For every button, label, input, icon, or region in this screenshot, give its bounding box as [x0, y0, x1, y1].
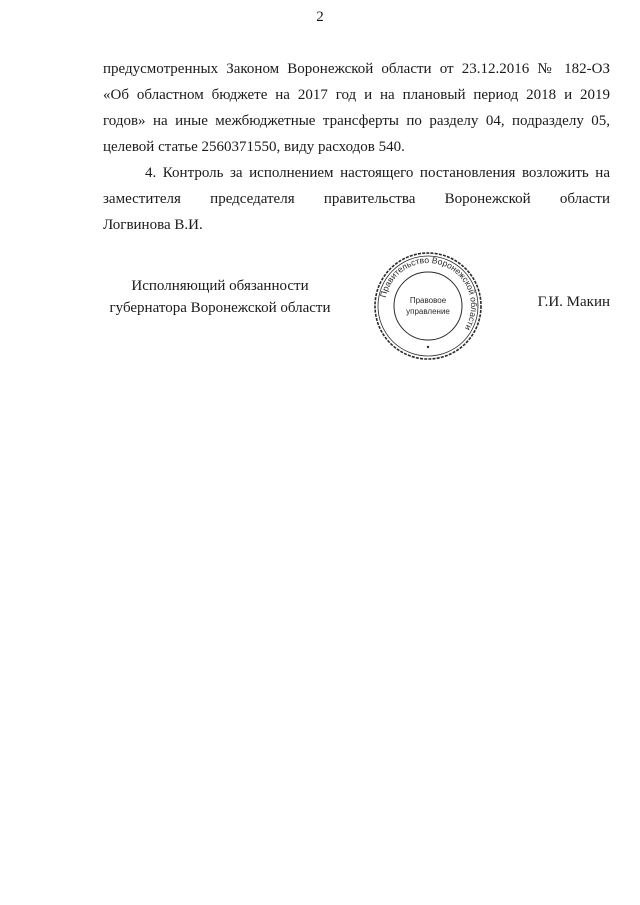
signer-title-line: Исполняющий обязанности [131, 278, 309, 294]
stamp-ring-text: Правительство Воронежской области [377, 254, 480, 333]
paragraph-line: заместителя председателя правительства Воронежской области [103, 191, 610, 207]
paragraph-line: целевой статье 2560371550, виду расходов 540. [103, 139, 405, 155]
paragraph-line: Логвинова В.И. [103, 217, 203, 233]
paragraph-budget-reference [103, 56, 610, 160]
signer-title [100, 275, 340, 319]
signer-title-line: губернатора Воронежской области [109, 300, 331, 316]
paragraph-control-clause [103, 160, 610, 238]
stamp-dot [427, 346, 429, 348]
paragraph-line: 4. Контроль за исполнением настоящего постановления возложить на [145, 165, 610, 181]
paragraph-line: «Об областном бюджете на 2017 год и на плановый период 2018 и 2019 [103, 87, 610, 103]
paragraph-line: предусмотренных Законом Воронежской области от 23.12.2016 № 182-ОЗ [103, 61, 610, 77]
signer-name: Г.И. Макин [537, 294, 610, 310]
official-stamp [372, 250, 484, 362]
paragraph-line: годов» на иные межбюджетные трансферты по разделу 04, подразделу 05, [103, 113, 610, 129]
stamp-center-text: Правовое [409, 296, 447, 305]
page-number: 2 [316, 9, 324, 25]
stamp-center-text: управление [406, 307, 450, 316]
